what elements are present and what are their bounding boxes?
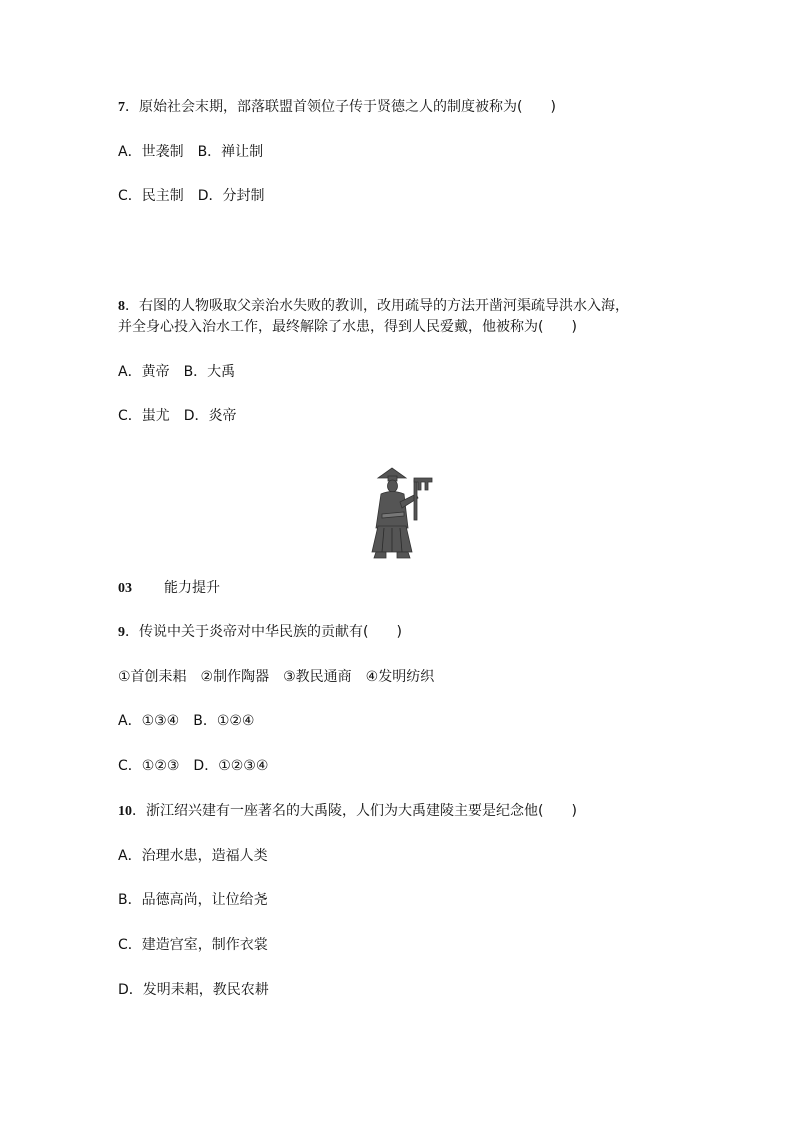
question-7-text: ．原始社会末期，部落联盟首领位子传于贤德之人的制度被称为( ) (125, 99, 556, 115)
question-10-option-b: B．品德高尚，让位给尧 (118, 892, 268, 908)
question-9-options-ab: A．①③④ B．①②④ (118, 713, 255, 729)
question-9-text: ．传说中关于炎帝对中华民族的贡献有( ) (125, 624, 402, 640)
question-8-options-cd: C．蚩尤 D．炎帝 (118, 408, 237, 424)
question-9-options-cd: C．①②③ D．①②③④ (118, 758, 269, 774)
question-7-number: 7 (118, 100, 125, 115)
question-7-stem (118, 97, 556, 118)
question-10-option-a: A．治理水患，造福人类 (118, 848, 268, 864)
question-10-text: ．浙江绍兴建有一座著名的大禹陵，人们为大禹建陵主要是纪念他( ) (132, 803, 577, 819)
question-7-options-cd: C．民主制 D．分封制 (118, 188, 265, 204)
question-8-stem-line1 (118, 296, 629, 317)
question-8-number: 8 (118, 299, 125, 314)
question-10-option-d: D．发明耒耜，教民农耕 (118, 982, 269, 998)
question-8-text-1: ．右图的人物吸取父亲治水失败的教训，改用疏导的方法开凿河渠疏导洪水入海， (125, 298, 629, 314)
question-9-stem (118, 622, 402, 643)
question-10-stem (118, 801, 577, 822)
section-number: 03 (118, 581, 132, 596)
question-8-stem-line2: 并全身心投入治水工作，最终解除了水患，得到人民爱戴，他被称为( ) (118, 319, 577, 335)
question-8-options-ab: A．黄帝 B．大禹 (118, 364, 236, 380)
section-title: 能力提升 (164, 580, 220, 596)
question-10-option-c: C．建造宫室，制作衣裳 (118, 937, 268, 953)
section-heading (118, 578, 220, 599)
question-9-number: 9 (118, 625, 125, 640)
question-9-items: ①首创耒耜 ②制作陶器 ③教民通商 ④发明纺织 (118, 669, 435, 685)
yu-the-great-figure-icon (370, 466, 436, 562)
question-10-number: 10 (118, 804, 132, 819)
question-7-options-ab: A．世袭制 B．禅让制 (118, 144, 264, 160)
